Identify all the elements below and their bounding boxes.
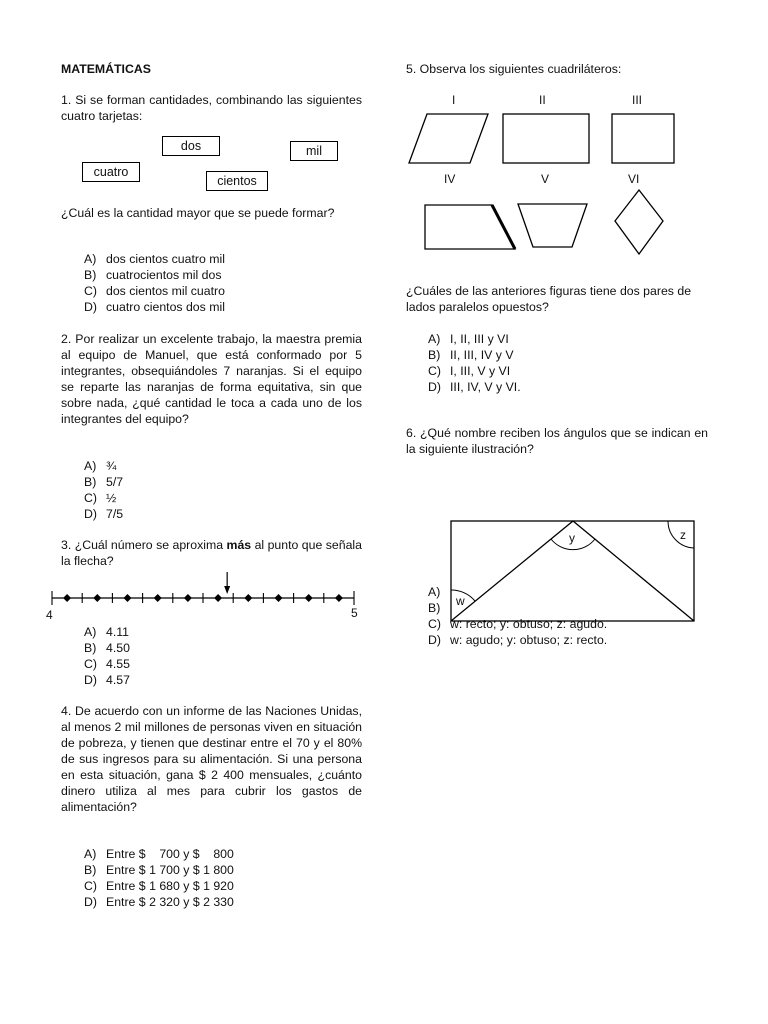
figure-i-parallelogram [409, 114, 488, 163]
figure-label-ii: II [539, 93, 546, 107]
q4-option-a[interactable]: A) Entre $ 700 y $ 800 [84, 847, 234, 861]
card-cientos: cientos [206, 171, 268, 191]
figure-v-trapezoid [518, 204, 587, 247]
axis-start-label: 4 [46, 608, 53, 622]
q5-option-a[interactable]: A) I, II, III y VI [428, 332, 509, 346]
q1-text: 1. Si se forman cantidades, combinando las siguientes cuatro tarjetas: [61, 93, 362, 123]
figure-label-i: I [452, 93, 456, 107]
q1-option-d[interactable]: D) cuatro cientos dos mil [84, 300, 225, 314]
q3-option-c[interactable]: C) 4.55 [84, 657, 130, 671]
q4-option-c[interactable]: C) Entre $ 1 680 y $ 1 920 [84, 879, 234, 893]
q6-option-b[interactable]: B) [428, 601, 441, 615]
q2-option-b[interactable]: B) 5/7 [84, 475, 124, 489]
page-title: MATEMÁTICAS [61, 62, 151, 76]
q4-option-d[interactable]: D) Entre $ 2 320 y $ 2 330 [84, 895, 234, 909]
q4-option-b[interactable]: B) Entre $ 1 700 y $ 1 800 [84, 863, 234, 877]
q3-text: 3. ¿Cuál número se aproxima más al punto que señala la flecha? [61, 538, 362, 568]
number-line-point [214, 594, 222, 602]
card-cuatro: cuatro [82, 162, 140, 182]
q6-option-a[interactable]: A) [428, 585, 441, 599]
q2-option-c[interactable]: C) ½ [84, 491, 117, 505]
q1-option-c[interactable]: C) dos cientos mil cuatro [84, 284, 225, 298]
q1-option-a[interactable]: A) dos cientos cuatro mil [84, 252, 225, 266]
q2-text: 2. Por realizar un excelente trabajo, la maestra premia al equipo de Manuel, que está conformado por 5 integrantes, obsequiándoles 7 naranjas. Si el equipo se reparte las naranjas de forma equitativa, sin que sobre nada, ¿qué cantidad le toca a cada uno de los integrantes del equipo? [61, 332, 362, 426]
number-line-point [275, 594, 283, 602]
card-mil: mil [290, 141, 338, 161]
q5-option-b[interactable]: B) II, III, IV y V [428, 348, 514, 362]
q4-options [84, 846, 234, 910]
angle-z-label: z [680, 528, 686, 542]
q3-options [84, 624, 130, 688]
figure-iv-slanted-edge [492, 205, 515, 249]
figure-label-iv: IV [444, 172, 456, 186]
q6-option-d[interactable]: D) w: agudo; y: obtuso; z: recto. [428, 633, 608, 647]
q5-question: ¿Cuáles de las anteriores figuras tiene dos pares de lados paralelos opuestos? [406, 284, 692, 314]
q5-text: 5. Observa los siguientes cuadriláteros: [406, 62, 622, 76]
q3-option-b[interactable]: B) 4.50 [84, 641, 130, 655]
arrowhead-icon [224, 586, 230, 594]
q4-text: 4. De acuerdo con un informe de las Naciones Unidas, al menos 2 mil millones de personas viven en situación de pobreza, y tienen que destinar entre el 70 y el 80% de sus ingresos para su alimentación. Si una persona en esta situación, gana $ 2 400 mensuales, ¿cuánto dinero utiliza al mes para cubrir los gastos de alimentación? [61, 704, 362, 814]
q2-option-a[interactable]: A) ¾ [84, 459, 117, 473]
number-line-point [305, 594, 313, 602]
number-line-point [154, 594, 162, 602]
q5-option-d[interactable]: D) III, IV, V y VI. [428, 380, 521, 394]
figure-label-v: V [541, 172, 550, 186]
number-line-point [93, 594, 101, 602]
figure-ii-rectangle [503, 114, 589, 163]
q5-option-c[interactable]: C) I, III, V y VI [428, 364, 511, 378]
q2-option-d[interactable]: D) 7/5 [84, 507, 124, 521]
q3-option-d[interactable]: D) 4.57 [84, 673, 130, 687]
quadrilaterals-figure [405, 88, 705, 263]
axis-end-label: 5 [351, 606, 358, 620]
q5-options [428, 331, 521, 395]
number-line-point [63, 594, 71, 602]
figure-iii-rectangle [612, 114, 674, 163]
angles-figure [450, 520, 700, 625]
number-line-point [244, 594, 252, 602]
angle-y-label: y [569, 531, 575, 545]
number-line-point [184, 594, 192, 602]
number-line-point [124, 594, 132, 602]
angle-w-label: w [456, 594, 465, 608]
q6-text: 6. ¿Qué nombre reciben los ángulos que se indican en la siguiente ilustración? [406, 426, 708, 456]
number-line-point [335, 594, 343, 602]
q6-option-c[interactable]: C) w: recto; y: obtuso; z: agudo. [428, 617, 608, 631]
figure-iv-trapezoid [425, 205, 515, 249]
q1-question: ¿Cuál es la cantidad mayor que se puede formar? [61, 206, 335, 220]
figure-label-iii: III [632, 93, 643, 107]
q3-option-a[interactable]: A) 4.11 [84, 625, 130, 639]
q2-options [84, 458, 123, 522]
card-dos: dos [162, 136, 220, 156]
figure-vi-rhombus [615, 190, 663, 254]
figure-label-vi: VI [628, 172, 640, 186]
q1-options [84, 251, 225, 315]
number-line [44, 570, 364, 620]
q1-option-b[interactable]: B) cuatrocientos mil dos [84, 268, 222, 282]
